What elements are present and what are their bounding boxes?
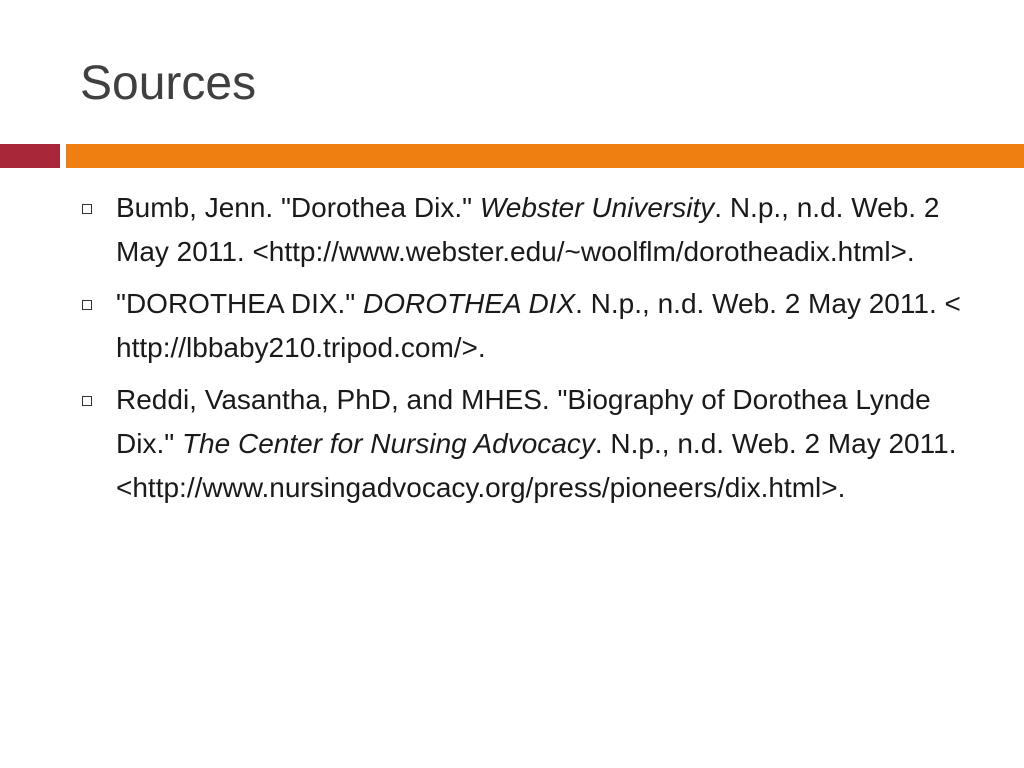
source-title-italic: The Center for Nursing Advocacy xyxy=(181,428,595,459)
source-details: . N.p., n.d. Web. 2 May 2011. xyxy=(594,428,957,459)
sources-list xyxy=(80,186,970,518)
source-details: . N.p., n.d. Web. 2 May 2011. xyxy=(116,192,940,267)
source-url: <http://lbbaby210.tripod.com/>. xyxy=(116,288,961,363)
source-text xyxy=(116,192,939,267)
source-item-3 xyxy=(80,378,970,510)
source-url: <http://www.webster.edu/~woolflm/dorotheadix.html>. xyxy=(252,236,915,267)
accent-bar-orange xyxy=(66,144,1024,168)
square-bullet-icon xyxy=(82,204,92,214)
source-url: <http://www.nursingadvocacy.org/press/pioneers/dix.html>. xyxy=(116,472,846,503)
source-prefix: Bumb, Jenn. "Dorothea Dix." xyxy=(116,192,480,223)
source-text xyxy=(116,384,956,503)
source-title-italic: DOROTHEA DIX xyxy=(363,288,576,319)
slide-title: Sources xyxy=(80,57,257,110)
square-bullet-icon xyxy=(82,300,92,310)
source-details: . N.p., n.d. Web. 2 May 2011. xyxy=(575,288,945,319)
source-prefix: Reddi, Vasantha, PhD, and MHES. "Biography of Dorothea Lynde Dix." xyxy=(116,384,931,459)
source-title-italic: Webster University xyxy=(479,192,715,223)
source-item-1 xyxy=(80,186,970,274)
source-text xyxy=(116,288,961,363)
accent-bar-red xyxy=(0,144,60,168)
source-prefix: "DOROTHEA DIX." xyxy=(116,288,364,319)
square-bullet-icon xyxy=(82,396,92,406)
source-item-2 xyxy=(80,282,970,370)
